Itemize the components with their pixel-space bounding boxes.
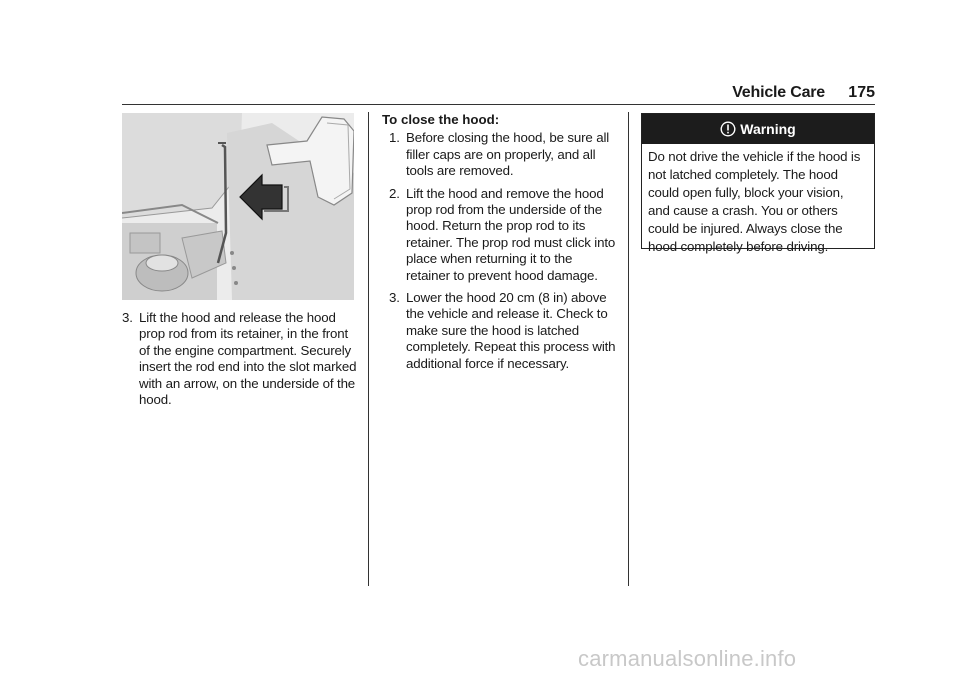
step-text: Before closing the hood, be sure all filler caps are on properly, and all tools are removed. [406, 130, 610, 179]
warning-icon [720, 121, 736, 137]
column-3-warning [641, 113, 875, 254]
column-divider-2 [628, 112, 629, 586]
warning-text: Do not drive the vehicle if the hood is not latched completely. The hood could open fully, block your vision, and cause a crash. You or others could be injured. Always close the hood completely before driving. [648, 149, 861, 254]
column-2-instructions [382, 112, 618, 378]
step-number: 1. [389, 130, 400, 146]
step-number: 3. [122, 310, 133, 325]
warning-header [642, 114, 874, 144]
step-text: Lower the hood 20 cm (8 in) above the vehicle and release it. Check to make sure the hood is latched completely. Repeat this process with additional force if necessary. [406, 290, 616, 371]
step-text: Lift the hood and release the hood prop rod from its retainer, in the front of the engine compartment. Securely insert the rod end into the slot marked with an arrow, on the underside of the hood. [139, 310, 357, 408]
column-1-instructions [122, 310, 362, 414]
list-item [382, 130, 618, 179]
warning-box [641, 113, 875, 254]
close-hood-heading: To close the hood: [382, 112, 500, 127]
page-number: 175 [848, 84, 875, 101]
hood-prop-rod-illustration [122, 113, 354, 300]
list-item [382, 290, 618, 372]
watermark: carmanualsonline.info [578, 646, 797, 671]
section-title: Vehicle Care [732, 84, 825, 101]
warning-title: Warning [740, 121, 796, 137]
list-item [382, 186, 618, 284]
column-divider-1 [368, 112, 369, 586]
step-text: Lift the hood and remove the hood prop rod from the underside of the hood. Return the prop rod to its retainer. The prop rod must click into place when returning it to the retainer to prevent hood damage. [406, 185, 616, 283]
engine-compartment-drawing [122, 113, 354, 300]
list-item [122, 310, 362, 408]
step-number: 2. [389, 185, 400, 201]
header-divider [122, 104, 875, 105]
step-number: 3. [389, 290, 400, 306]
